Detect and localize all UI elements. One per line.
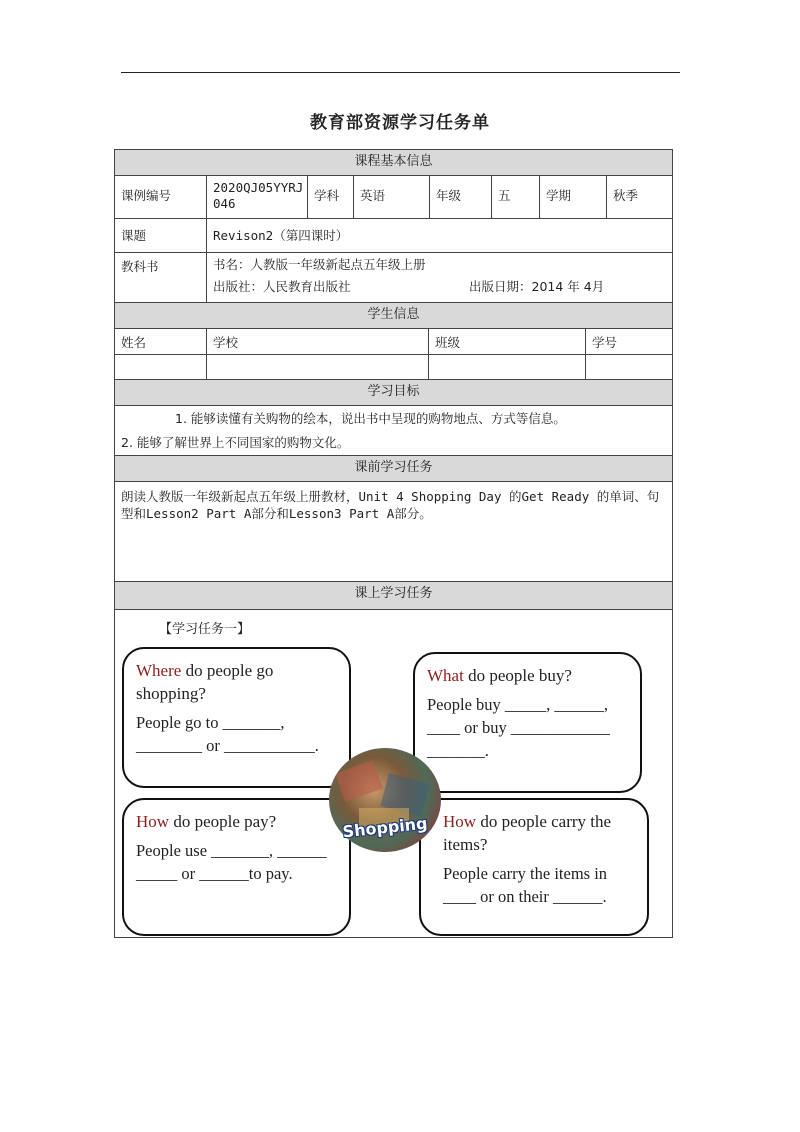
how-carry-answer-line-2: ____ or on their ______.	[443, 887, 607, 906]
publisher-line	[213, 276, 666, 298]
goals-header-label: 学习目标	[367, 384, 420, 399]
pre-task-content	[115, 482, 672, 582]
task-sheet-table	[114, 149, 673, 938]
what-question	[427, 664, 628, 687]
publisher: 出版社：人民教育出版社	[213, 279, 351, 294]
grade-value: 五	[491, 176, 539, 218]
course-info-header-label: 课程基本信息	[354, 154, 433, 169]
course-id-row	[115, 176, 672, 219]
what-answer-line-2: ____ or buy ____________	[427, 718, 610, 737]
goal-item-2: 2. 能够了解世界上不同国家的购物文化。	[121, 435, 350, 450]
where-question-word: Where	[136, 661, 182, 680]
school-field[interactable]	[206, 355, 428, 379]
what-question-rest: do people buy?	[463, 666, 572, 685]
student-labels-row	[115, 329, 672, 355]
how-carry-bubble	[419, 798, 649, 936]
what-answer-line-3: _______.	[427, 741, 489, 760]
where-question-rest: do people go shopping?	[136, 661, 274, 703]
goals-header	[115, 380, 672, 406]
student-info-header	[115, 303, 672, 329]
topic-row	[115, 219, 672, 253]
name-label: 姓名	[121, 335, 147, 350]
how-carry-question-word: How	[443, 812, 477, 831]
student-values-row	[115, 355, 672, 380]
subject-label: 学科	[307, 176, 353, 218]
textbook-label: 教科书	[121, 259, 159, 274]
topic-label: 课题	[121, 228, 147, 243]
how-carry-question-rest: do people carry the items?	[443, 812, 612, 854]
book-name: 书名：人教版一年级新起点五年级上册	[213, 257, 426, 272]
how-carry-answer-line-1: People carry the items in	[443, 864, 608, 883]
what-question-word: What	[427, 666, 464, 685]
how-pay-answer-line-1: People use _______, ______	[136, 841, 327, 860]
how-pay-answer-line-2: _____ or ______to pay.	[136, 864, 293, 883]
document-title: 教育部资源学习任务单	[310, 113, 490, 133]
student-info-header-label: 学生信息	[367, 307, 420, 322]
how-pay-question	[136, 810, 337, 833]
where-bubble	[122, 647, 351, 788]
student-number-label: 学号	[585, 329, 672, 354]
subject-value: 英语	[353, 176, 429, 218]
class-task-header-label: 课上学习任务	[354, 586, 433, 601]
goal-item-1: 1. 能够读懂有关购物的绘本，说出书中呈现的购物地点、方式等信息。	[175, 411, 566, 426]
term-label: 学期	[539, 176, 606, 218]
goals-content	[115, 406, 672, 456]
pre-task-text: 朗读人教版一年级新起点五年级上册教材，Unit 4 Shopping Day 的Get Ready 的单词、句型和Lesson2 Part A部分和Lesson3 Part A部分。	[121, 489, 660, 521]
where-answer-line-1: People go to _______,	[136, 713, 285, 732]
name-field[interactable]	[115, 355, 206, 379]
student-number-field[interactable]	[585, 355, 672, 379]
pre-task-header-label: 课前学习任务	[354, 460, 433, 475]
term-value: 秋季	[606, 176, 672, 218]
how-carry-question	[443, 810, 635, 856]
class-field[interactable]	[428, 355, 585, 379]
publish-date: 出版日期：2014 年 4月	[469, 279, 605, 294]
class-task-content	[115, 610, 672, 938]
class-label: 班级	[428, 329, 585, 354]
where-answer-line-2: ________ or ___________.	[136, 736, 319, 755]
textbook-row	[115, 253, 672, 303]
shopping-label: Shopping	[341, 813, 429, 842]
how-pay-question-rest: do people pay?	[169, 812, 277, 831]
topic-value: Revison2（第四课时）	[206, 219, 672, 252]
class-task-header	[115, 582, 672, 610]
task-one-label: 【学习任务一】	[159, 622, 251, 637]
how-pay-bubble	[122, 798, 351, 936]
how-pay-question-word: How	[136, 812, 170, 831]
school-label: 学校	[206, 329, 428, 354]
what-bubble	[413, 652, 642, 793]
pre-task-header	[115, 456, 672, 482]
textbook-details	[206, 253, 672, 302]
id-label: 课例编号	[121, 188, 172, 203]
grade-label: 年级	[429, 176, 491, 218]
course-info-header	[115, 150, 672, 176]
id-value: 2020QJ05YYRJ 046	[206, 176, 307, 218]
header-rule	[121, 72, 680, 73]
where-question	[136, 659, 337, 705]
what-answer-line-1: People buy _____, ______,	[427, 695, 609, 714]
